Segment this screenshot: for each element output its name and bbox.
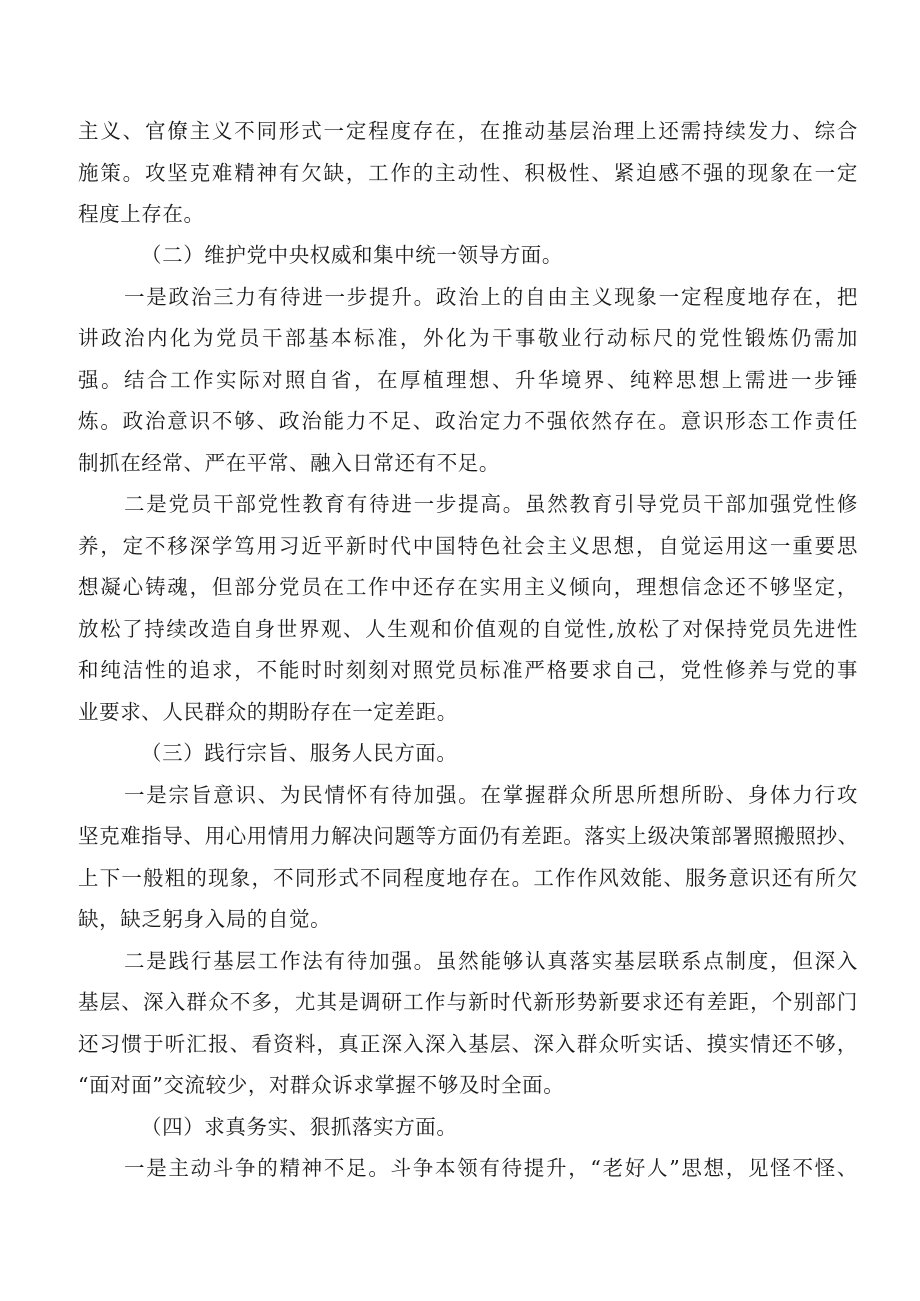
paragraph-first-line: 一是宗旨意识、为民情怀有待加强。在掌握群众所思所想所盼、身体力行攻 bbox=[124, 783, 858, 807]
body-text-line: 主义、官僚主义不同形式一定程度存在，在推动基层治理上还需持续发力、综合 bbox=[78, 119, 858, 143]
section-heading: （二）维护党中央权威和集中统一领导方面。 bbox=[141, 243, 563, 267]
body-text-line: 上下一般粗的现象，不同形式不同程度地存在。工作作风效能、服务意识还有所欠 bbox=[78, 866, 858, 890]
body-text-line: 和纯洁性的追求，不能时时刻刻对照党员标准严格要求自己，党性修养与党的事 bbox=[78, 658, 858, 682]
paragraph-first-line: 二是践行基层工作法有待加强。虽然能够认真落实基层联系点制度，但深入 bbox=[124, 949, 858, 973]
body-text-line: 养，定不移深学笃用习近平新时代中国特色社会主义思想，自觉运用这一重要思 bbox=[78, 534, 858, 558]
paragraph-first-line: 一是政治三力有待进一步提升。政治上的自由主义现象一定程度地存在，把 bbox=[124, 285, 858, 309]
paragraph-first-line: 二是党员干部党性教育有待进一步提高。虽然教育引导党员干部加强党性修 bbox=[124, 492, 858, 516]
section-heading: （三）践行宗旨、服务人民方面。 bbox=[141, 741, 458, 765]
section-heading: （四）求真务实、狠抓落实方面。 bbox=[141, 1115, 458, 1139]
body-text-line: 制抓在经常、严在平常、融入日常还有不足。 bbox=[78, 451, 500, 475]
body-text-line: 业要求、人民群众的期盼存在一定差距。 bbox=[78, 700, 458, 724]
body-text-line: 想凝心铸魂，但部分党员在工作中还存在实用主义倾向，理想信念还不够坚定， bbox=[78, 575, 858, 599]
body-text-line: 放松了持续改造自身世界观、人生观和价值观的自觉性,放松了对保持党员先进性 bbox=[78, 617, 858, 641]
body-text-line: 施策。攻坚克难精神有欠缺，工作的主动性、积极性、紧迫感不强的现象在一定 bbox=[78, 161, 858, 185]
body-text-line: 程度上存在。 bbox=[78, 202, 205, 226]
paragraph-first-line: 一是主动斗争的精神不足。斗争本领有待提升，“老好人”思想，见怪不怪、 bbox=[124, 1156, 858, 1180]
body-text-line: 还习惯于听汇报、看资料，真正深入深入基层、深入群众听实话、摸实情还不够， bbox=[78, 1032, 858, 1056]
body-text-line: “面对面”交流较少，对群众诉求掌握不够及时全面。 bbox=[78, 1073, 565, 1097]
body-text-line: 强。结合工作实际对照自省，在厚植理想、升华境界、纯粹思想上需进一步锤 bbox=[78, 368, 858, 392]
body-text-line: 基层、深入群众不多，尤其是调研工作与新时代新形势新要求还有差距，个别部门 bbox=[78, 990, 858, 1014]
body-text-line: 坚克难指导、用心用情用力解决问题等方面仍有差距。落实上级决策部署照搬照抄、 bbox=[78, 824, 859, 848]
body-text-line: 缺，缺乏躬身入局的自觉。 bbox=[78, 907, 332, 931]
body-text-line: 讲政治内化为党员干部基本标准，外化为干事敬业行动标尺的党性锻炼仍需加 bbox=[78, 326, 858, 350]
body-text-line: 炼。政治意识不够、政治能力不足、政治定力不强依然存在。意识形态工作责任 bbox=[78, 409, 858, 433]
